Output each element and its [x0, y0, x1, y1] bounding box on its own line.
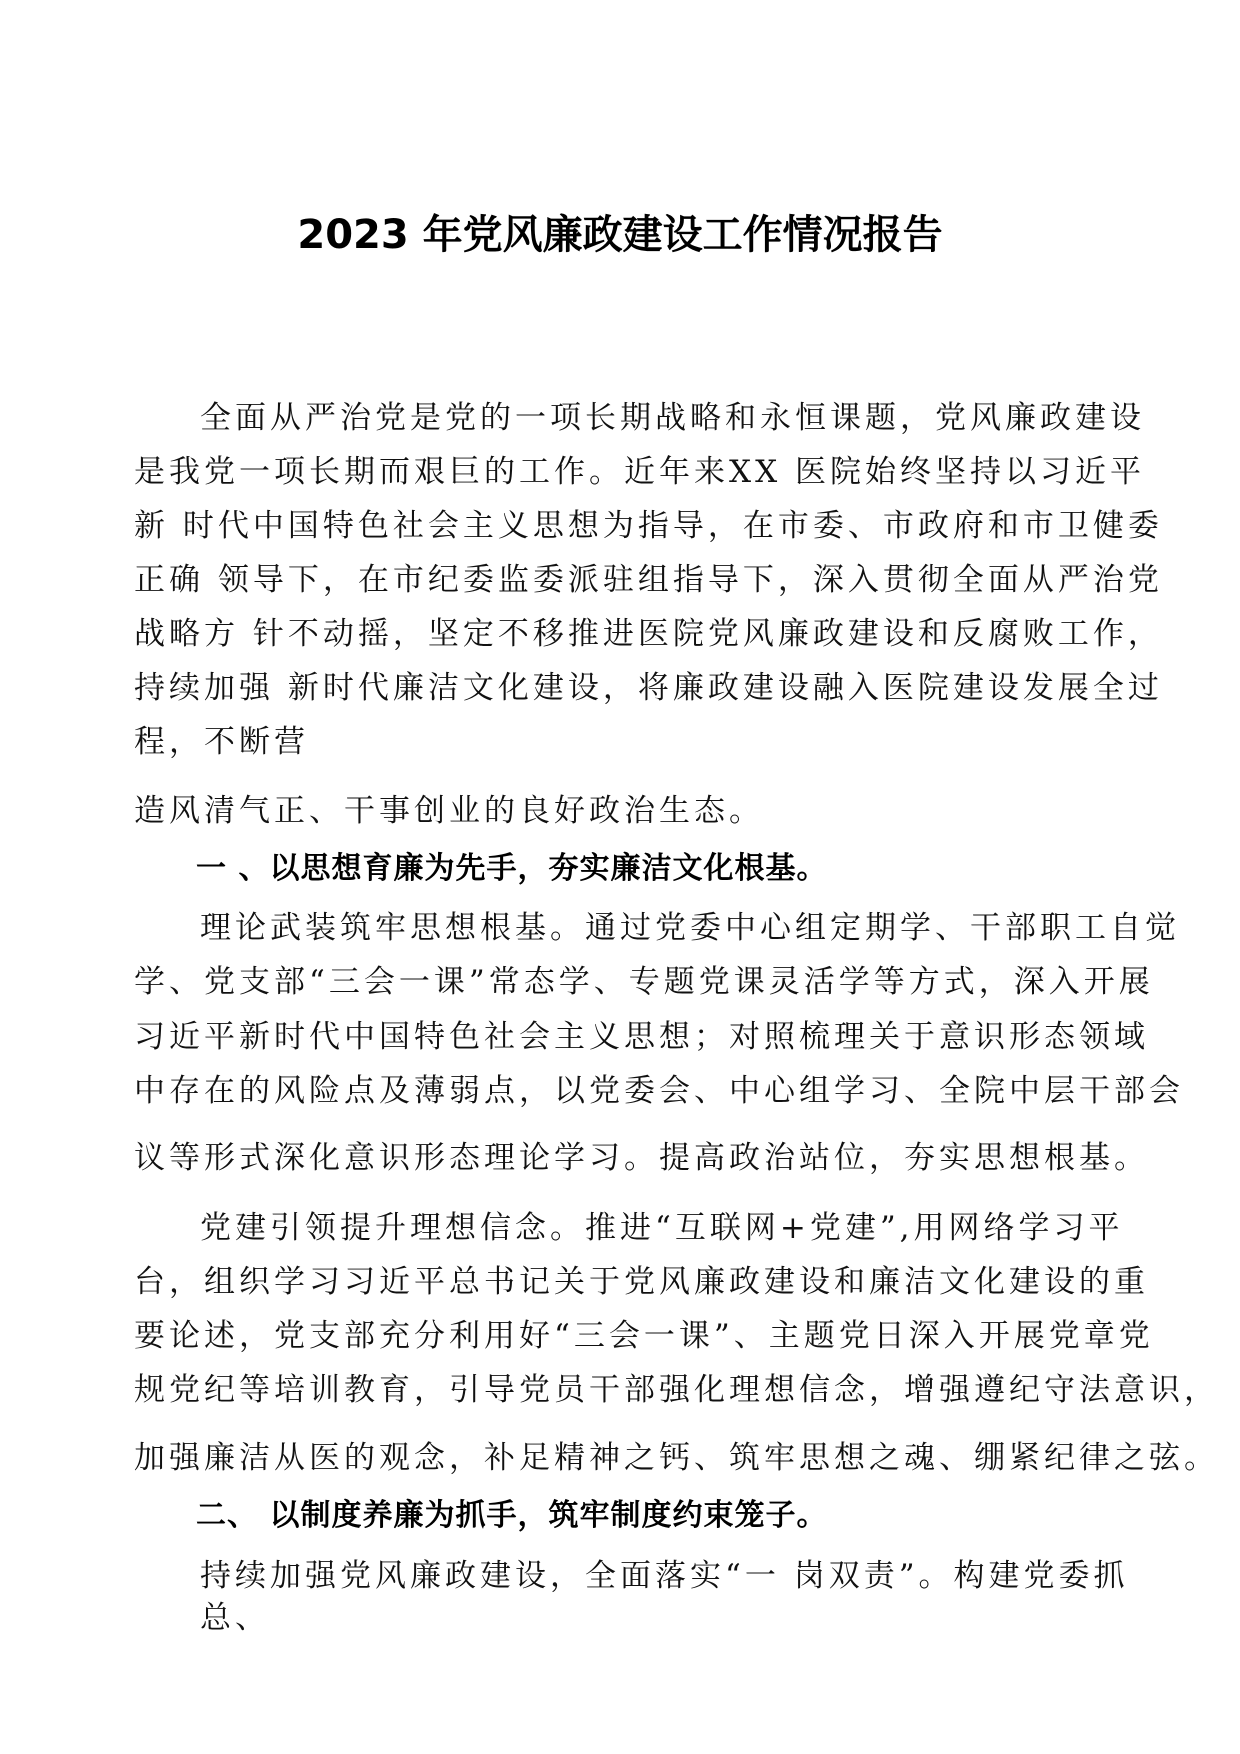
- section-1-para-2-line: 规党纪等培训教育，引导党员干部强化理想信念，增强遵纪守法意识，: [134, 1372, 1219, 1408]
- intro-line: 新 时代中国特色社会主义思想为指导，在市委、市政府和市卫健委: [134, 508, 1163, 544]
- section-2-para-1-line: 持续加强党风廉政建设，全面落实“一 岗双责”。构建党委抓: [200, 1558, 1129, 1594]
- section-1-para-1-line: 中存在的风险点及薄弱点，以党委会、中心组学习、全院中层干部会: [134, 1073, 1184, 1109]
- section-1-para-1-line: 理论武装筑牢思想根基。通过党委中心组定期学、干部职工自觉: [200, 910, 1180, 946]
- intro-line: 是我党一项长期而艰巨的工作。近年来XX 医院始终坚持以习近平: [134, 454, 1145, 490]
- section-2-para-1-line: 总、: [200, 1600, 270, 1636]
- intro-line: 程，不断营: [134, 724, 309, 760]
- document-title: 2023 年党风廉政建设工作情况报告: [297, 212, 943, 258]
- section-2-heading: 二、 以制度养廉为抓手，筑牢制度约束笼子。: [196, 1498, 828, 1533]
- section-1-para-1-line: 习近平新时代中国特色社会主义思想；对照梳理关于意识形态领域: [134, 1019, 1149, 1055]
- intro-line: 战略方 针不动摇，坚定不移推进医院党风廉政建设和反腐败工作，: [134, 616, 1163, 652]
- intro-line: 全面从严治党是党的一项长期战略和永恒课题，党风廉政建设: [200, 400, 1145, 436]
- intro-line: 造风清气正、干事创业的良好政治生态。: [134, 793, 764, 829]
- section-1-para-2-line: 台，组织学习习近平总书记关于党风廉政建设和廉洁文化建设的重: [134, 1264, 1149, 1300]
- intro-line: 持续加强 新时代廉洁文化建设，将廉政建设融入医院建设发展全过: [134, 670, 1163, 706]
- intro-line: 正确 领导下，在市纪委监委派驻组指导下，深入贯彻全面从严治党: [134, 562, 1163, 598]
- section-1-para-1-line: 议等形式深化意识形态理论学习。提高政治站位，夯实思想根基。: [134, 1140, 1149, 1176]
- section-1-para-2-line: 党建引领提升理想信念。推进“互联网+党建”,用网络学习平: [200, 1210, 1124, 1246]
- section-1-heading: 一 、以思想育廉为先手，夯实廉洁文化根基。: [196, 851, 828, 886]
- section-1-para-2-line: 加强廉洁从医的观念，补足精神之钙、筑牢思想之魂、绷紧纪律之弦。: [134, 1440, 1219, 1476]
- section-1-para-1-line: 学、党支部“三会一课”常态学、专题党课灵活学等方式，深入开展: [134, 964, 1154, 1000]
- section-1-para-2-line: 要论述，党支部充分利用好“三会一课”、主题党日深入开展党章党: [134, 1318, 1154, 1354]
